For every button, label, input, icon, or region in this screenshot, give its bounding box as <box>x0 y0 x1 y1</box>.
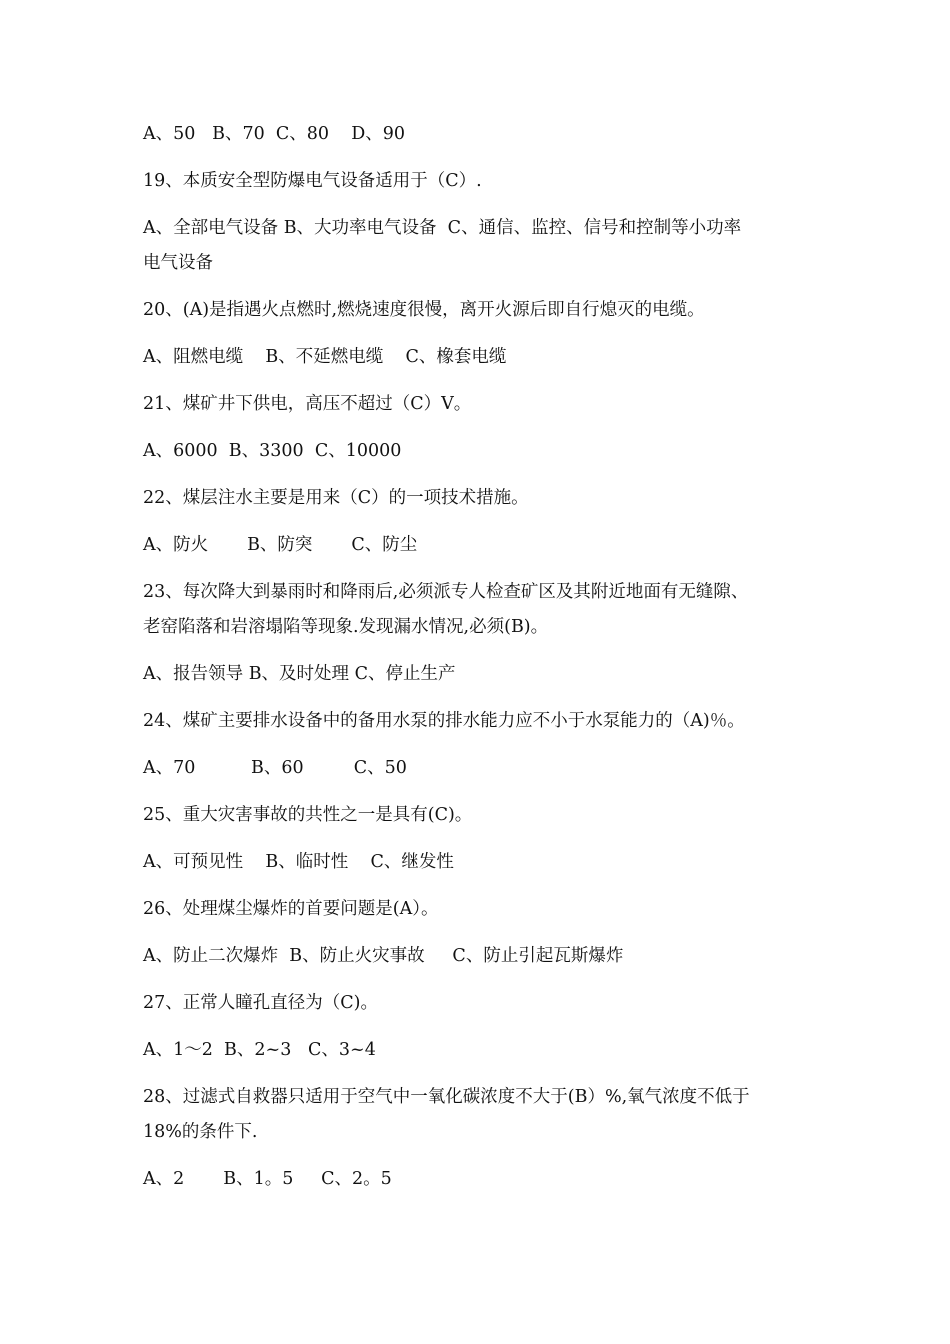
text-line: 20、(A)是指遇火点燃时,燃烧速度很慢，离开火源后即自行熄灭的电缆。 <box>143 300 705 320</box>
text-line: 21、煤矿井下供电，高压不超过（C）V。 <box>143 394 472 414</box>
text-line: 24、煤矿主要排水设备中的备用水泵的排水能力应不小于水泵能力的（A)％。 <box>143 711 745 731</box>
text-line: 27、正常人瞳孔直径为（C)。 <box>143 993 378 1013</box>
text-line: 18%的条件下. <box>143 1122 258 1142</box>
text-line: A、全部电气设备 B、大功率电气设备 C、通信、监控、信号和控制等小功率 <box>143 218 742 238</box>
text-line: A、防火 B、防突 C、防尘 <box>143 535 418 555</box>
text-line: A、阻燃电缆 B、不延燃电缆 C、橡套电缆 <box>143 347 507 367</box>
text-line: A、50 B、70 C、80 D、90 <box>143 124 406 144</box>
text-line: 23、每次降大到暴雨时和降雨后,必须派专人检查矿区及其附近地面有无缝隙、 <box>143 582 749 602</box>
text-line: A、防止二次爆炸 B、防止火灾事故 C、防止引起瓦斯爆炸 <box>143 946 624 966</box>
text-line: 19、本质安全型防爆电气设备适用于（C）. <box>143 171 482 191</box>
text-line: 25、重大灾害事故的共性之一是具有(C)。 <box>143 805 473 825</box>
text-line: 28、过滤式自救器只适用于空气中一氧化碳浓度不大于(B）%,氧气浓度不低于 <box>143 1087 750 1107</box>
text-line: A、报告领导 B、及时处理 C、停止生产 <box>143 664 456 684</box>
text-line: A、6000 B、3300 C、10000 <box>143 441 402 461</box>
text-line: A、可预见性 B、临时性 C、继发性 <box>143 852 454 872</box>
text-line: A、1～2 B、2~3 C、3~4 <box>143 1040 376 1060</box>
text-line: 老窑陷落和岩溶塌陷等现象.发现漏水情况,必须(B)。 <box>143 617 549 637</box>
text-line: A、70 B、60 C、50 <box>143 758 407 778</box>
document-body <box>143 117 813 1209</box>
text-line: 22、煤层注水主要是用来（C）的一项技术措施。 <box>143 488 529 508</box>
text-line: 26、处理煤尘爆炸的首要问题是(A）。 <box>143 899 439 919</box>
text-line: A、2 B、1。5 C、2。5 <box>143 1169 392 1189</box>
text-line: 电气设备 <box>143 253 213 273</box>
